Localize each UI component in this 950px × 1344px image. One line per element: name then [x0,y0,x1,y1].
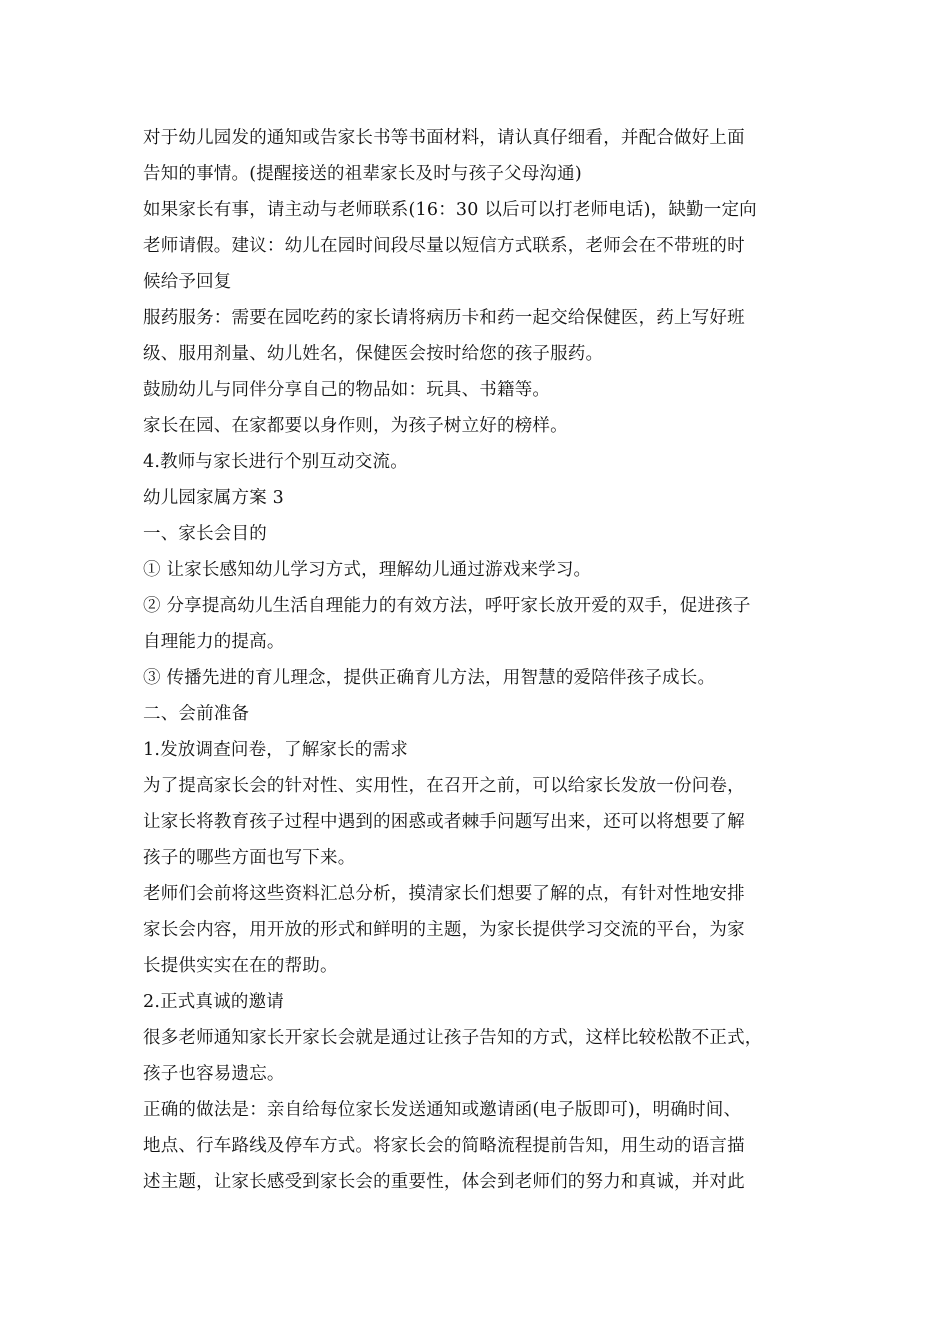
text-line: 告知的事情。(提醒接送的祖辈家长及时与孩子父母沟通) [143,164,582,184]
text-line: 老师请假。建议：幼儿在园时间段尽量以短信方式联系，老师会在不带班的时 [143,236,745,256]
list-item: ① 让家长感知幼儿学习方式，理解幼儿通过游戏来学习。 [143,560,592,580]
section-heading: 一、家长会目的 [143,524,267,544]
text-line: 为了提高家长会的针对性、实用性，在召开之前，可以给家长发放一份问卷， [143,776,745,796]
text-line: 鼓励幼儿与同伴分享自己的物品如：玩具、书籍等。 [143,380,551,400]
list-item: ③ 传播先进的育儿理念，提供正确育儿方法，用智慧的爱陪伴孩子成长。 [143,668,716,688]
text-line: 孩子的哪些方面也写下来。 [143,848,356,868]
text-line: 家长在园、在家都要以身作则，为孩子树立好的榜样。 [143,416,568,436]
text-line: 述主题，让家长感受到家长会的重要性，体会到老师们的努力和真诚，并对此 [143,1172,745,1192]
text-line: 如果家长有事，请主动与老师联系(16：30 以后可以打老师电话)，缺勤一定向 [143,200,757,220]
text-line: 孩子也容易遗忘。 [143,1064,285,1084]
text-line: 老师们会前将这些资料汇总分析，摸清家长们想要了解的点，有针对性地安排 [143,884,745,904]
text-line: 正确的做法是：亲自给每位家长发送通知或邀请函(电子版即可)，明确时间、 [143,1100,742,1120]
text-line: 让家长将教育孩子过程中遇到的困惑或者棘手问题写出来，还可以将想要了解 [143,812,745,832]
text-line: 候给予回复 [143,272,232,292]
document-body [143,120,815,1200]
text-line: 长提供实实在在的帮助。 [143,956,338,976]
text-line: 4.教师与家长进行个别互动交流。 [143,452,408,472]
text-line: 服药服务：需要在园吃药的家长请将病历卡和药一起交给保健医，药上写好班 [143,308,745,328]
text-line: 很多老师通知家长开家长会就是通过让孩子告知的方式，这样比较松散不正式， [143,1028,763,1048]
subsection-heading: 2.正式真诚的邀请 [143,992,284,1012]
text-line: 对于幼儿园发的通知或告家长书等书面材料，请认真仔细看，并配合做好上面 [143,128,745,148]
section-heading: 幼儿园家属方案 3 [143,488,284,508]
text-line: 级、服用剂量、幼儿姓名，保健医会按时给您的孩子服药。 [143,344,604,364]
text-line: 家长会内容，用开放的形式和鲜明的主题，为家长提供学习交流的平台，为家 [143,920,745,940]
text-line: 地点、行车路线及停车方式。将家长会的简略流程提前告知，用生动的语言描 [143,1136,745,1156]
list-item: ② 分享提高幼儿生活自理能力的有效方法，呼吁家长放开爱的双手，促进孩子 [143,596,751,616]
text-line: 自理能力的提高。 [143,632,285,652]
section-heading: 二、会前准备 [143,704,250,724]
subsection-heading: 1.发放调查问卷，了解家长的需求 [143,740,408,760]
